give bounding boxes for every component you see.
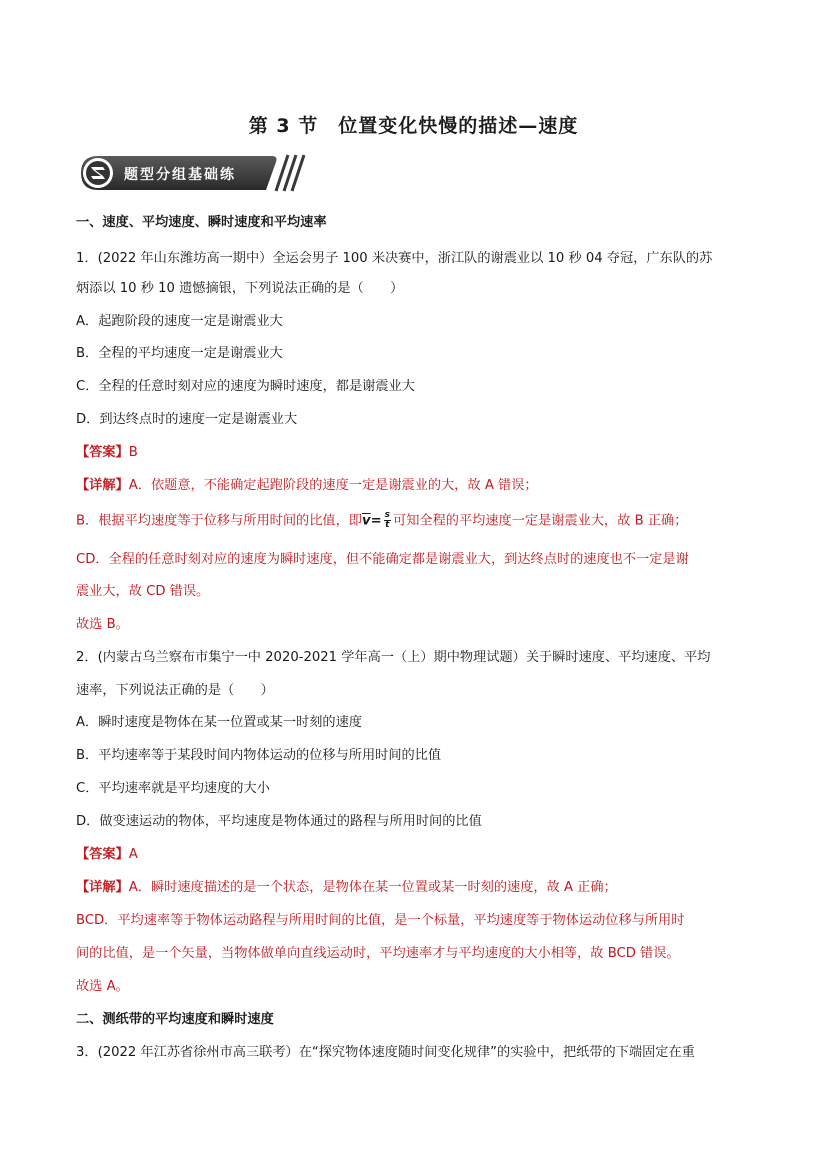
q2-option-d: D．做变速运动的物体，平均速度是物体通过的路程与所用时间的比值	[76, 814, 482, 829]
banner-text: 题型分组基础练	[124, 167, 236, 183]
q2-answer	[76, 846, 766, 864]
q2-detail-line-2: BCD．平均速率等于物体运动路程与所用时间的比值，是一个标量，平均速度等于物体运动位移与所用时	[76, 913, 685, 928]
q1-detail-text-1: A．依题意，不能确定起跑阶段的速度一定是谢震业的大，故 A 错误；	[128, 478, 538, 493]
q2-stem-line-2: 速率，下列说法正确的是（ ）	[76, 683, 274, 698]
q2-detail-line-1	[76, 879, 766, 897]
q1-stem-line-1: 1．(2022 年山东潍坊高一期中）全运会男子 100 米决赛中，浙江队的谢震业以 10 秒 04 夺冠，广东队的苏	[76, 251, 713, 266]
q1-detail-line-2	[76, 511, 766, 531]
q2-option-b: B．平均速率等于某段时间内物体运动的位移与所用时间的比值	[76, 748, 442, 763]
q1-detail-line-3: CD．全程的任意时刻对应的速度为瞬时速度，但不能确定都是谢震业大，到达终点时的速度也不一定是谢	[76, 552, 689, 567]
q2-option-c: C．平均速率就是平均速度的大小	[76, 781, 270, 796]
q1-detail-line-5: 故选 B。	[76, 617, 129, 632]
banner-emblem-icon	[83, 158, 113, 188]
formula-v-bar: $\overline{v}$	[361, 513, 371, 529]
q3-stem-line-1: 3．(2022 年江苏省徐州市高三联考）在“探究物体速度随时间变化规律”的实验中，把纸带的下端固定在重	[76, 1045, 695, 1060]
q2-answer-label: 【答案】	[76, 847, 129, 862]
q1-stem-line-2: 炳添以 10 秒 10 遗憾摘银，下列说法正确的是（ ）	[76, 281, 404, 296]
section-heading-1: 一、速度、平均速度、瞬时速度和平均速率	[76, 215, 327, 230]
section-heading-2: 二、测纸带的平均速度和瞬时速度	[76, 1012, 274, 1027]
q1-option-b: B．全程的平均速度一定是谢震业大	[76, 346, 283, 361]
page-title: 第 3 节 位置变化快慢的描述—速度	[248, 115, 579, 137]
q2-answer-value: A	[128, 847, 138, 862]
formula-numerator: s	[384, 510, 391, 520]
q1-detail-line-1	[76, 477, 766, 495]
q1-detail-line-4: 震业大，故 CD 错误。	[76, 584, 210, 599]
q1-detail-label: 【详解】	[76, 478, 129, 493]
q1-answer	[76, 444, 766, 462]
q1-answer-value: B	[128, 445, 138, 460]
section-banner	[76, 151, 308, 195]
q2-detail-label: 【详解】	[76, 880, 129, 895]
formula-fraction	[384, 511, 391, 530]
q1-detail-text-2b: 可知全程的平均速度一定是谢震业大，故 B 正确；	[393, 513, 688, 529]
formula-equals: =	[370, 513, 382, 529]
q2-detail-text-1: A．瞬时速度描述的是一个状态，是物体在某一位置或某一时刻的速度，故 A 正确；	[128, 880, 617, 895]
q1-answer-label: 【答案】	[76, 445, 129, 460]
q1-option-c: C．全程的任意时刻对应的速度为瞬时速度，都是谢震业大	[76, 379, 415, 394]
q2-detail-line-4: 故选 A。	[76, 979, 129, 994]
q1-detail-text-2a: B．根据平均速度等于位移与所用时间的比值，即	[76, 513, 362, 529]
q2-detail-line-3: 间的比值，是一个矢量，当物体做单向直线运动时，平均速率才与平均速度的大小相等，故 BCD 错误。	[76, 946, 680, 961]
q2-stem-line-1: 2．(内蒙古乌兰察布市集宁一中 2020-2021 学年高一（上）期中物理试题）关于瞬时速度、平均速度、平均	[76, 650, 711, 665]
q1-option-a: A．起跑阶段的速度一定是谢震业大	[76, 314, 283, 329]
q2-option-a: A．瞬时速度是物体在某一位置或某一时刻的速度	[76, 715, 362, 730]
q1-option-d: D．到达终点时的速度一定是谢震业大	[76, 412, 298, 427]
formula-denominator: t	[385, 520, 390, 530]
